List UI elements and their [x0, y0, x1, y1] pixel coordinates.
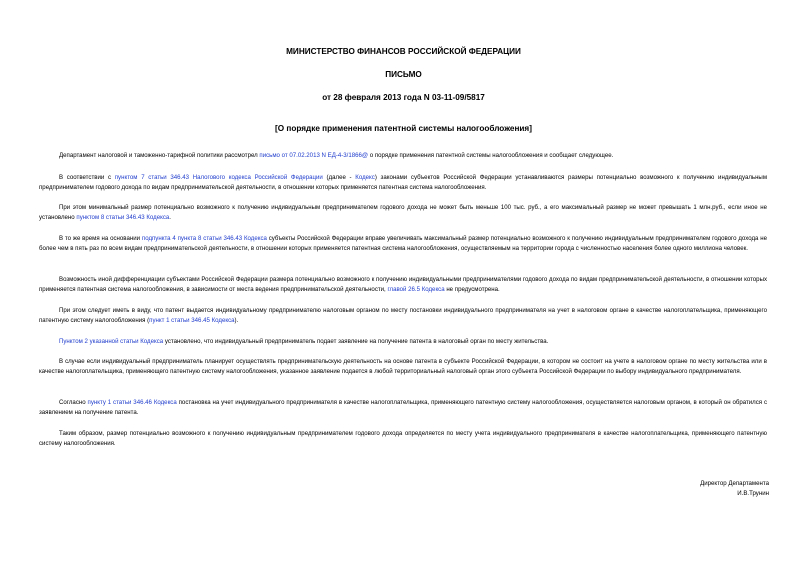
paragraph-3: При этом минимальный размер потенциально возможного к получению индивидуальным предпринимателем годового дохода не может быть меньше 100 тыс. руб., а его максимальный размер не может превышать 1 млн.руб., если иное не установлено пунктом 8 статьи 346.43 Кодекса.	[39, 204, 767, 222]
link-346-43-p8-sp4[interactable]: подпункта 4 пункта 8 статьи 346.43 Кодекса	[141, 235, 267, 242]
link-tax-code-346-43-p7[interactable]: пунктом 7 статьи 346.43 Налогового кодекса Российской Федерации	[114, 174, 323, 181]
paragraph-6: При этом следует иметь в виду, что патент выдается индивидуальному предпринимателю налоговым органом по месту постановки индивидуального предпринимателя на учет в налоговом органе в качестве налогоплательщика, применяющего патентную систему налогообложения (пункт 1 статьи 346.45 Кодекса).	[39, 307, 767, 325]
paragraph-5: Возможность иной дифференциации субъектами Российской Федерации размера потенциально возможного к получению индивидуальными предпринимателями годового дохода по видам предпринимательской деятельности, в отношении которых применяется патентная система налогообложения, в зависимости от места ведения предпринимательской деятельности, главой 26.5 Кодекса не предусмотрена.	[39, 276, 767, 294]
link-p2-article[interactable]: Пунктом 2 указанной статьи Кодекса	[59, 338, 164, 345]
paragraph-4: В то же время на основании подпункта 4 пункта 8 статьи 346.43 Кодекса субъекты Российской Федерации вправе увеличивать максимальный размер потенциально возможного к получению индивидуальным предпринимателем годового дохода не более чем в пять раз по всем видам предпринимательской деятельности, в отношении которых применяется патентная система налогообложения, осуществляемым на территории города с численностью населения более одного миллиона человек.	[39, 235, 767, 253]
paragraph-1: Департамент налоговой и таможенно-тарифной политики рассмотрел письмо от 07.02.2013 N ЕД-4-3/1866@ о порядке применения патентной системы налогообложения и сообщает следующее.	[59, 152, 614, 159]
link-code[interactable]: Кодекс	[355, 174, 375, 181]
paragraph-9: Согласно пункту 1 статьи 346.46 Кодекса постановка на учет индивидуального предпринимателя в качестве налогоплательщика, применяющего патентную систему налогообложения, осуществляется налоговым органом, в который он обратился с заявлением на получение патента.	[39, 399, 767, 417]
link-chapter-26-5[interactable]: главой 26.5 Кодекса	[387, 286, 445, 294]
doc-subject: [О порядке применения патентной системы налогообложения]	[275, 124, 532, 133]
paragraph-8: В случае если индивидуальный предприниматель планирует осуществлять предпринимательскую деятельность на основе патента в субъекте Российской Федерации, в котором не состоит на учете в налоговом органе по месту жительства или в качестве налогоплательщика, применяющего патентную систему налогообложения, указанное заявление подается в любой территориальный налоговый орган этого субъекта Российской Федерации по выбору индивидуального предпринимателя.	[39, 358, 767, 376]
paragraph-7: Пунктом 2 указанной статьи Кодекса установлено, что индивидуальный предприниматель подает заявление на получение патента в налоговый орган по месту жительства.	[59, 338, 549, 345]
doc-date-number: от 28 февраля 2013 года N 03-11-09/5817	[322, 93, 485, 102]
signature-block	[469, 479, 769, 499]
doc-type: ПИСЬМО	[385, 70, 422, 79]
signature-position: Директор Департамента	[700, 480, 769, 487]
signature-name: И.В.Трунин	[737, 490, 769, 497]
link-346-43-p8[interactable]: пунктом 8 статьи 346.43 Кодекса	[76, 214, 170, 222]
paragraph-10: Таким образом, размер потенциально возможного к получению индивидуальным предпринимателем годового дохода определяется по месту учета индивидуального предпринимателя в качестве налогоплательщика, применяющего патентную систему налогообложения.	[39, 430, 767, 448]
ministry-title: МИНИСТЕРСТВО ФИНАНСОВ РОССИЙСКОЙ ФЕДЕРАЦИИ	[286, 47, 521, 56]
link-346-46-p1[interactable]: пункту 1 статьи 346.46 Кодекса	[87, 399, 177, 406]
link-letter[interactable]: письмо от 07.02.2013 N ЕД-4-3/1866@	[259, 152, 369, 159]
link-346-45-p1[interactable]: пункт 1 статьи 346.45 Кодекса	[149, 317, 235, 325]
paragraph-2: В соответствии с пунктом 7 статьи 346.43 Налогового кодекса Российской Федерации (далее - Кодекс) законами субъектов Российской Федерации устанавливаются размеры потенциально возможного к получению индивидуальным предпринимателем годового дохода по видам предпринимательской деятельности, в отношении которых применяется патентная система налогообложения.	[39, 174, 768, 192]
